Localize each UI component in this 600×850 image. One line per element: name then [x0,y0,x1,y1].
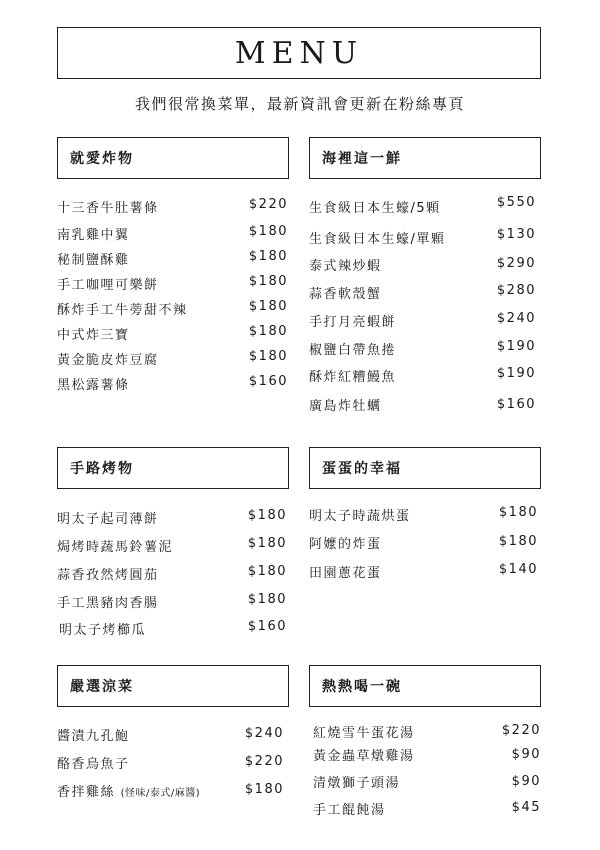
menu-item-name: 明太子時蔬烘蛋 [309,509,411,524]
menu-item-name: 生食級日本生蠔/5顆 [309,201,441,216]
section-header-eggs [309,447,541,489]
menu-item-price: $180 [247,564,287,579]
menu-item-name: 酥炸紅糟鰻魚 [309,370,397,385]
menu-item-price: $180 [248,274,288,289]
menu-item-name: 酪香烏魚子 [57,757,130,772]
menu-item-name: 手工餛飩湯 [313,803,386,818]
menu-item-note: (怪味/泰式/麻醬) [120,788,201,799]
section-header-soups [309,665,541,707]
menu-item-price: $180 [244,782,284,797]
menu-item-name: 南乳雞中翼 [57,228,130,243]
section-title: 蛋蛋的幸福 [322,461,402,477]
menu-item-name: 蒜香孜然烤圓茄 [57,568,159,583]
menu-item-price: $180 [247,508,287,523]
menu-item-name: 田園蔥花蛋 [309,566,382,581]
menu-item-price: $180 [498,534,538,549]
section-header-seafood [309,137,541,179]
menu-item-price: $160 [248,374,288,389]
menu-item-name: 泰式辣炒蝦 [309,259,382,274]
menu-item-price: $90 [511,747,541,762]
menu-item-name: 清燉獅子頭湯 [313,776,401,791]
menu-item-price: $220 [248,197,288,212]
menu-item-price: $190 [496,366,536,381]
menu-item-price: $180 [248,224,288,239]
section-header-fried [57,137,289,179]
menu-item-name: 醬漬九孔鮑 [57,729,130,744]
menu-item-name: 香拌雞絲 [57,785,116,800]
section-title: 就愛炸物 [70,151,134,167]
menu-item-price: $45 [511,800,541,815]
menu-item-price: $160 [496,397,536,412]
menu-item-price: $280 [496,283,536,298]
menu-item-name: 阿嬤的炸蛋 [309,537,382,552]
menu-item-name: 十三香牛肚薯條 [57,201,159,216]
section-title: 嚴選涼菜 [70,679,134,695]
menu-item-price: $220 [244,754,284,769]
menu-item-name: 手工咖哩可樂餅 [57,278,159,293]
section-title: 手路烤物 [70,461,134,477]
menu-item-name: 黑松露薯條 [57,378,130,393]
menu-item-price: $180 [248,324,288,339]
menu-item-name: 紅燒雪牛蛋花湯 [313,726,415,741]
menu-item-name: 黃金蟲草燉雞湯 [313,749,415,764]
menu-item-price: $180 [498,505,538,520]
menu-item-price: $240 [496,311,536,326]
menu-item-price: $160 [247,619,287,634]
menu-item-price: $290 [496,256,536,271]
menu-item-price: $130 [496,227,536,242]
menu-subtitle: 我們很常換菜單，最新資訊會更新在粉絲專頁 [134,95,465,113]
menu-item-price: $550 [496,195,536,210]
menu-item-name: 生食級日本生蠔/單顆 [309,232,446,247]
menu-item-price: $180 [248,349,288,364]
menu-item-price: $180 [247,536,287,551]
menu-item-price: $180 [247,592,287,607]
menu-title: MENU [234,35,364,71]
section-header-cold-dishes [57,665,289,707]
menu-title-box [57,27,541,79]
section-title: 海裡這一鮮 [322,151,402,167]
menu-item-name: 焗烤時蔬馬鈴薯泥 [57,540,174,555]
menu-item-name: 蒜香軟殼蟹 [309,287,382,302]
menu-item-price: $140 [498,562,538,577]
menu-item-price: $220 [501,723,541,738]
menu-item-with-note [57,781,200,800]
menu-item-name: 手打月亮蝦餅 [309,315,397,330]
menu-item-name: 明太子起司薄餅 [57,512,159,527]
menu-item-name: 明太子烤櫛瓜 [59,623,147,638]
menu-item-price: $180 [248,299,288,314]
menu-item-name: 椒鹽白帶魚捲 [309,343,397,358]
menu-item-name: 秘制鹽酥雞 [57,253,130,268]
menu-item-price: $90 [511,774,541,789]
menu-item-name: 廣島炸牡蠣 [309,399,382,414]
menu-item-name: 中式炸三寶 [57,328,130,343]
menu-item-name: 酥炸手工牛蒡甜不辣 [57,303,188,318]
menu-item-price: $240 [244,726,284,741]
section-title: 熱熱喝一碗 [322,679,402,695]
menu-item-price: $180 [248,249,288,264]
menu-item-price: $190 [496,339,536,354]
section-header-grilled [57,447,289,489]
menu-item-name: 手工黑豬肉香腸 [57,596,159,611]
menu-item-name: 黃金脆皮炸豆腐 [57,353,159,368]
